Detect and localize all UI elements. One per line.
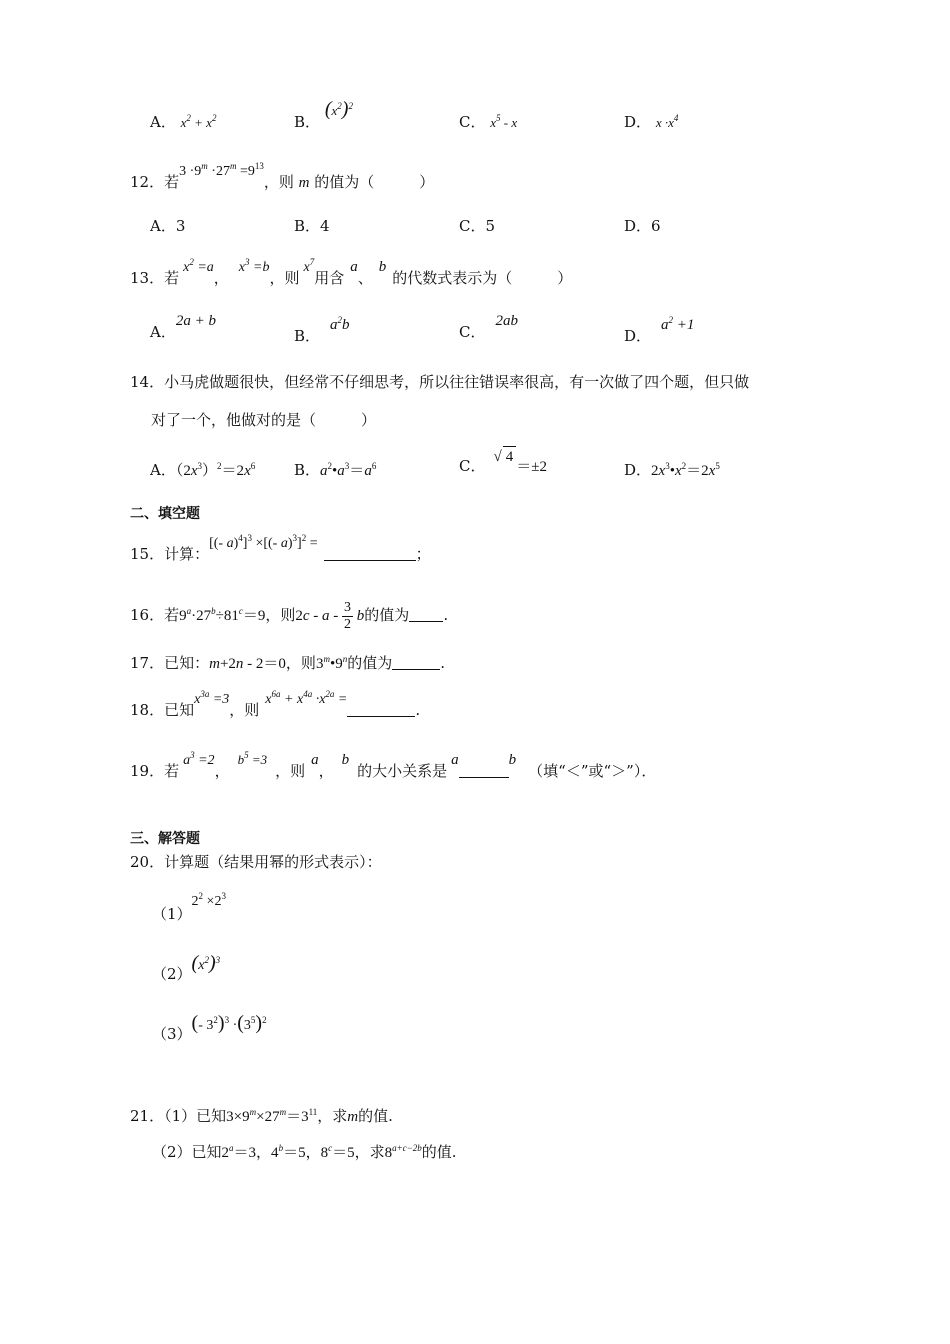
question-text: 计算： (164, 545, 210, 563)
question-text: ； (415, 545, 431, 563)
q15-expr: [(- a)$^4$]$^3$ ×[(- a)$^3$]$^2$ = (209, 533, 318, 551)
q19-var-b: b (341, 752, 350, 768)
question-text: 计算题（结果用幂的形式表示）： (164, 853, 382, 871)
question-text: ，则 (285, 654, 316, 672)
question-text: 的大小关系是 (357, 762, 448, 780)
question-20 (130, 852, 382, 872)
q15-answer-blank[interactable] (324, 546, 416, 561)
q13-var-a: a (350, 259, 358, 275)
option-label: D． (624, 327, 652, 345)
q12-equation: $3 \cdot 9^m \cdot 27^m =9^{13}$ (179, 161, 264, 179)
question-text: 的值为 (364, 605, 410, 624)
question-text: ，则 (263, 173, 294, 191)
q18-answer-blank[interactable] (347, 702, 415, 717)
q20-part-3 (152, 1012, 267, 1046)
q19-cond-2: $b^5 =3$ (237, 750, 268, 767)
question-15 (130, 533, 431, 566)
question-text: （1）已知 (164, 1107, 227, 1125)
q13-var-b: b (378, 259, 387, 275)
q13-option-a[interactable] (150, 313, 216, 343)
variable: m (347, 1109, 359, 1125)
q14-option-d[interactable] (624, 456, 720, 481)
question-text: 的值为（ ） (314, 173, 435, 191)
q19-cond-1: $a^3 =2$ (183, 750, 215, 768)
option-label: B． (294, 327, 321, 345)
question-number: 14． (130, 373, 165, 391)
option-label: A． (150, 113, 176, 131)
question-text: 的代数式表示为（ ） (392, 269, 573, 287)
q19-cmp-b: b (508, 752, 517, 768)
question-text: ，则 (265, 605, 296, 624)
q13-d-expr: $a^2 +1$ (661, 315, 695, 333)
q20-part-2 (152, 952, 221, 986)
question-text: 用含 (314, 269, 345, 287)
question-text: ，求 (354, 1143, 385, 1161)
question-text: ，则 (269, 269, 300, 287)
question-number: 17． (130, 654, 165, 672)
question-number: 15． (130, 545, 165, 563)
question-text: ， (213, 269, 229, 287)
q14-option-b[interactable] (294, 456, 376, 481)
q12-option-b[interactable]: B．4 (294, 217, 330, 235)
q16-expr: 2c - a - $\frac{3}{2}$ b (295, 600, 365, 632)
q19-answer-blank[interactable] (459, 763, 509, 778)
q20-part-1 (152, 891, 226, 926)
question-text: （2）已知 (152, 1143, 222, 1161)
q13-cond-1: $x^2 =a$ (183, 257, 214, 275)
q12-option-a[interactable]: A．3 (150, 217, 186, 235)
q11-option-b[interactable] (294, 98, 353, 133)
q11-b-expr: $(x^2)^2$ (324, 98, 353, 120)
variable: m (298, 175, 310, 191)
question-text: 已知： (164, 654, 210, 672)
q20-p3-expr: (- $3^2)^3 \cdot(3^5)^2$ (191, 1012, 267, 1034)
question-text: 的值. (421, 1143, 457, 1161)
question-number: 12． (130, 173, 165, 191)
q17-expr: 3$^m$•9$^n$ (315, 654, 348, 672)
q21-p2-equations: $2^a=3$，$4^b=5$，$8^c=5$ (221, 1143, 355, 1161)
question-12 (130, 161, 435, 194)
q13-b-expr: $a^2b$ (330, 315, 350, 333)
q18-cond: $x^{3a} =3$ (194, 689, 230, 707)
option-label: D． (624, 461, 652, 479)
option-label: A． (150, 461, 176, 479)
q17-equation: m+2n - 2＝0 (209, 656, 286, 672)
question-text: 若 (164, 605, 180, 624)
q20-p1-expr: $2^2 \times 2^3$ (191, 891, 226, 909)
q11-option-d[interactable] (624, 108, 678, 133)
q13-cond-2: $x^3 =b$ (238, 257, 270, 275)
q20-p2-expr: $(x^2)^3$ (191, 952, 221, 974)
q12-option-d[interactable]: D．6 (624, 217, 661, 235)
option-label: B． (294, 461, 321, 479)
question-number: 21． (130, 1107, 165, 1125)
section-fill-in-heading: 二、填空题 (130, 506, 200, 522)
question-13 (130, 257, 573, 290)
question-text: 若 (164, 762, 180, 780)
question-21-part-2 (152, 1138, 457, 1163)
q13-c-expr: 2ab (495, 313, 518, 329)
q11-option-a[interactable] (150, 108, 216, 133)
question-text: 小马虎做题很快，但经常不仔细思考，所以往往错误率很高，有一次做了四个题，但只做 (164, 373, 750, 391)
q13-target: $x^7$ (303, 257, 315, 275)
question-text: ， (318, 762, 334, 780)
q14-c-tail: ＝±2 (516, 459, 547, 475)
q12-option-c[interactable]: C．5 (459, 217, 496, 235)
question-18: 18．已知$x^{3a} =3$，则$x^{6a} + x^{4a} \cdot x^{2a}$ =. (130, 689, 421, 719)
part-label: （2） (152, 965, 192, 983)
question-14-line1 (130, 372, 749, 392)
question-text: 已知 (164, 701, 195, 719)
question-number: 18． (130, 701, 165, 719)
question-number: 16． (130, 605, 165, 624)
option-label: B． (294, 113, 321, 131)
q11-c-expr: $x^5$ - x (490, 113, 518, 130)
q19-var-a: a (311, 752, 319, 768)
question-text: ， (214, 762, 230, 780)
option-label: C． (459, 323, 486, 341)
q21-p1-equation: $3\times 9^m\times 27^m=3^{11}$ (226, 1107, 318, 1125)
question-21-part-1 (130, 1102, 393, 1127)
part-label: （1） (152, 905, 192, 923)
question-17: 17．已知：m+2n - 2＝0，则3$^m$•9$^n$的值为 . (130, 654, 445, 672)
part-label: （3） (152, 1025, 192, 1043)
question-text: 的值. (358, 1107, 393, 1125)
q13-option-b[interactable] (294, 315, 350, 347)
q16-answer-blank[interactable] (409, 607, 443, 622)
q13-option-d[interactable] (624, 315, 695, 347)
option-label: D． (624, 113, 652, 131)
question-text: 若 (164, 173, 180, 191)
q21-p2-target: $8^{a+c-2b}$ (384, 1143, 422, 1161)
q14-b-expr: $a^2•a^3=a^6$ (320, 461, 377, 479)
q11-a-expr: $x^2 + x^2$ (180, 113, 217, 130)
q13-option-c[interactable] (459, 313, 518, 343)
q16-equation: $9^a\cdot 27^b\div 81^c=9$ (179, 605, 266, 624)
q14-option-c[interactable] (459, 449, 547, 477)
question-text: 、 (357, 269, 373, 287)
question-text: （填“＜”或“＞”）． (528, 762, 657, 780)
question-number: 19． (130, 762, 165, 780)
question-text: ，则 (275, 762, 306, 780)
q14-option-a[interactable] (150, 456, 255, 481)
q14-a-expr: $(2x^3)^2=2x^6$ (175, 461, 256, 479)
question-19 (130, 750, 657, 783)
question-number: 20． (130, 853, 165, 871)
q17-answer-blank[interactable] (392, 655, 440, 670)
q13-a-expr: 2a + b (175, 313, 216, 329)
q14-c-sqrt: √ 4 (493, 449, 516, 465)
option-label: C． (459, 113, 486, 131)
q11-option-c[interactable] (459, 108, 517, 133)
q19-cmp-a: a (451, 752, 459, 768)
question-16: 16．若$9^a\cdot 27^b\div 81^c=9$，则2c - a - $\frac{3}{2}$ b的值为 . (130, 600, 449, 632)
q14-d-expr: $2x^3•x^2=2x^5$ (651, 461, 720, 479)
question-14-line2: 对了一个，他做对的是（ ） (151, 411, 377, 429)
question-text: 若 (164, 269, 180, 287)
section-solve-heading: 三、解答题 (130, 831, 200, 847)
question-text: ，求 (317, 1107, 348, 1125)
question-number: 13． (130, 269, 165, 287)
question-text: 的值为 (347, 654, 393, 672)
question-text: ，则 (229, 701, 260, 719)
q18-expr: $x^{6a} + x^{4a} \cdot x^{2a}$ = (265, 689, 348, 707)
option-label: A． (150, 323, 176, 341)
q11-d-expr: $x \cdot x^4$ (655, 113, 679, 130)
option-label: C． (459, 457, 486, 475)
